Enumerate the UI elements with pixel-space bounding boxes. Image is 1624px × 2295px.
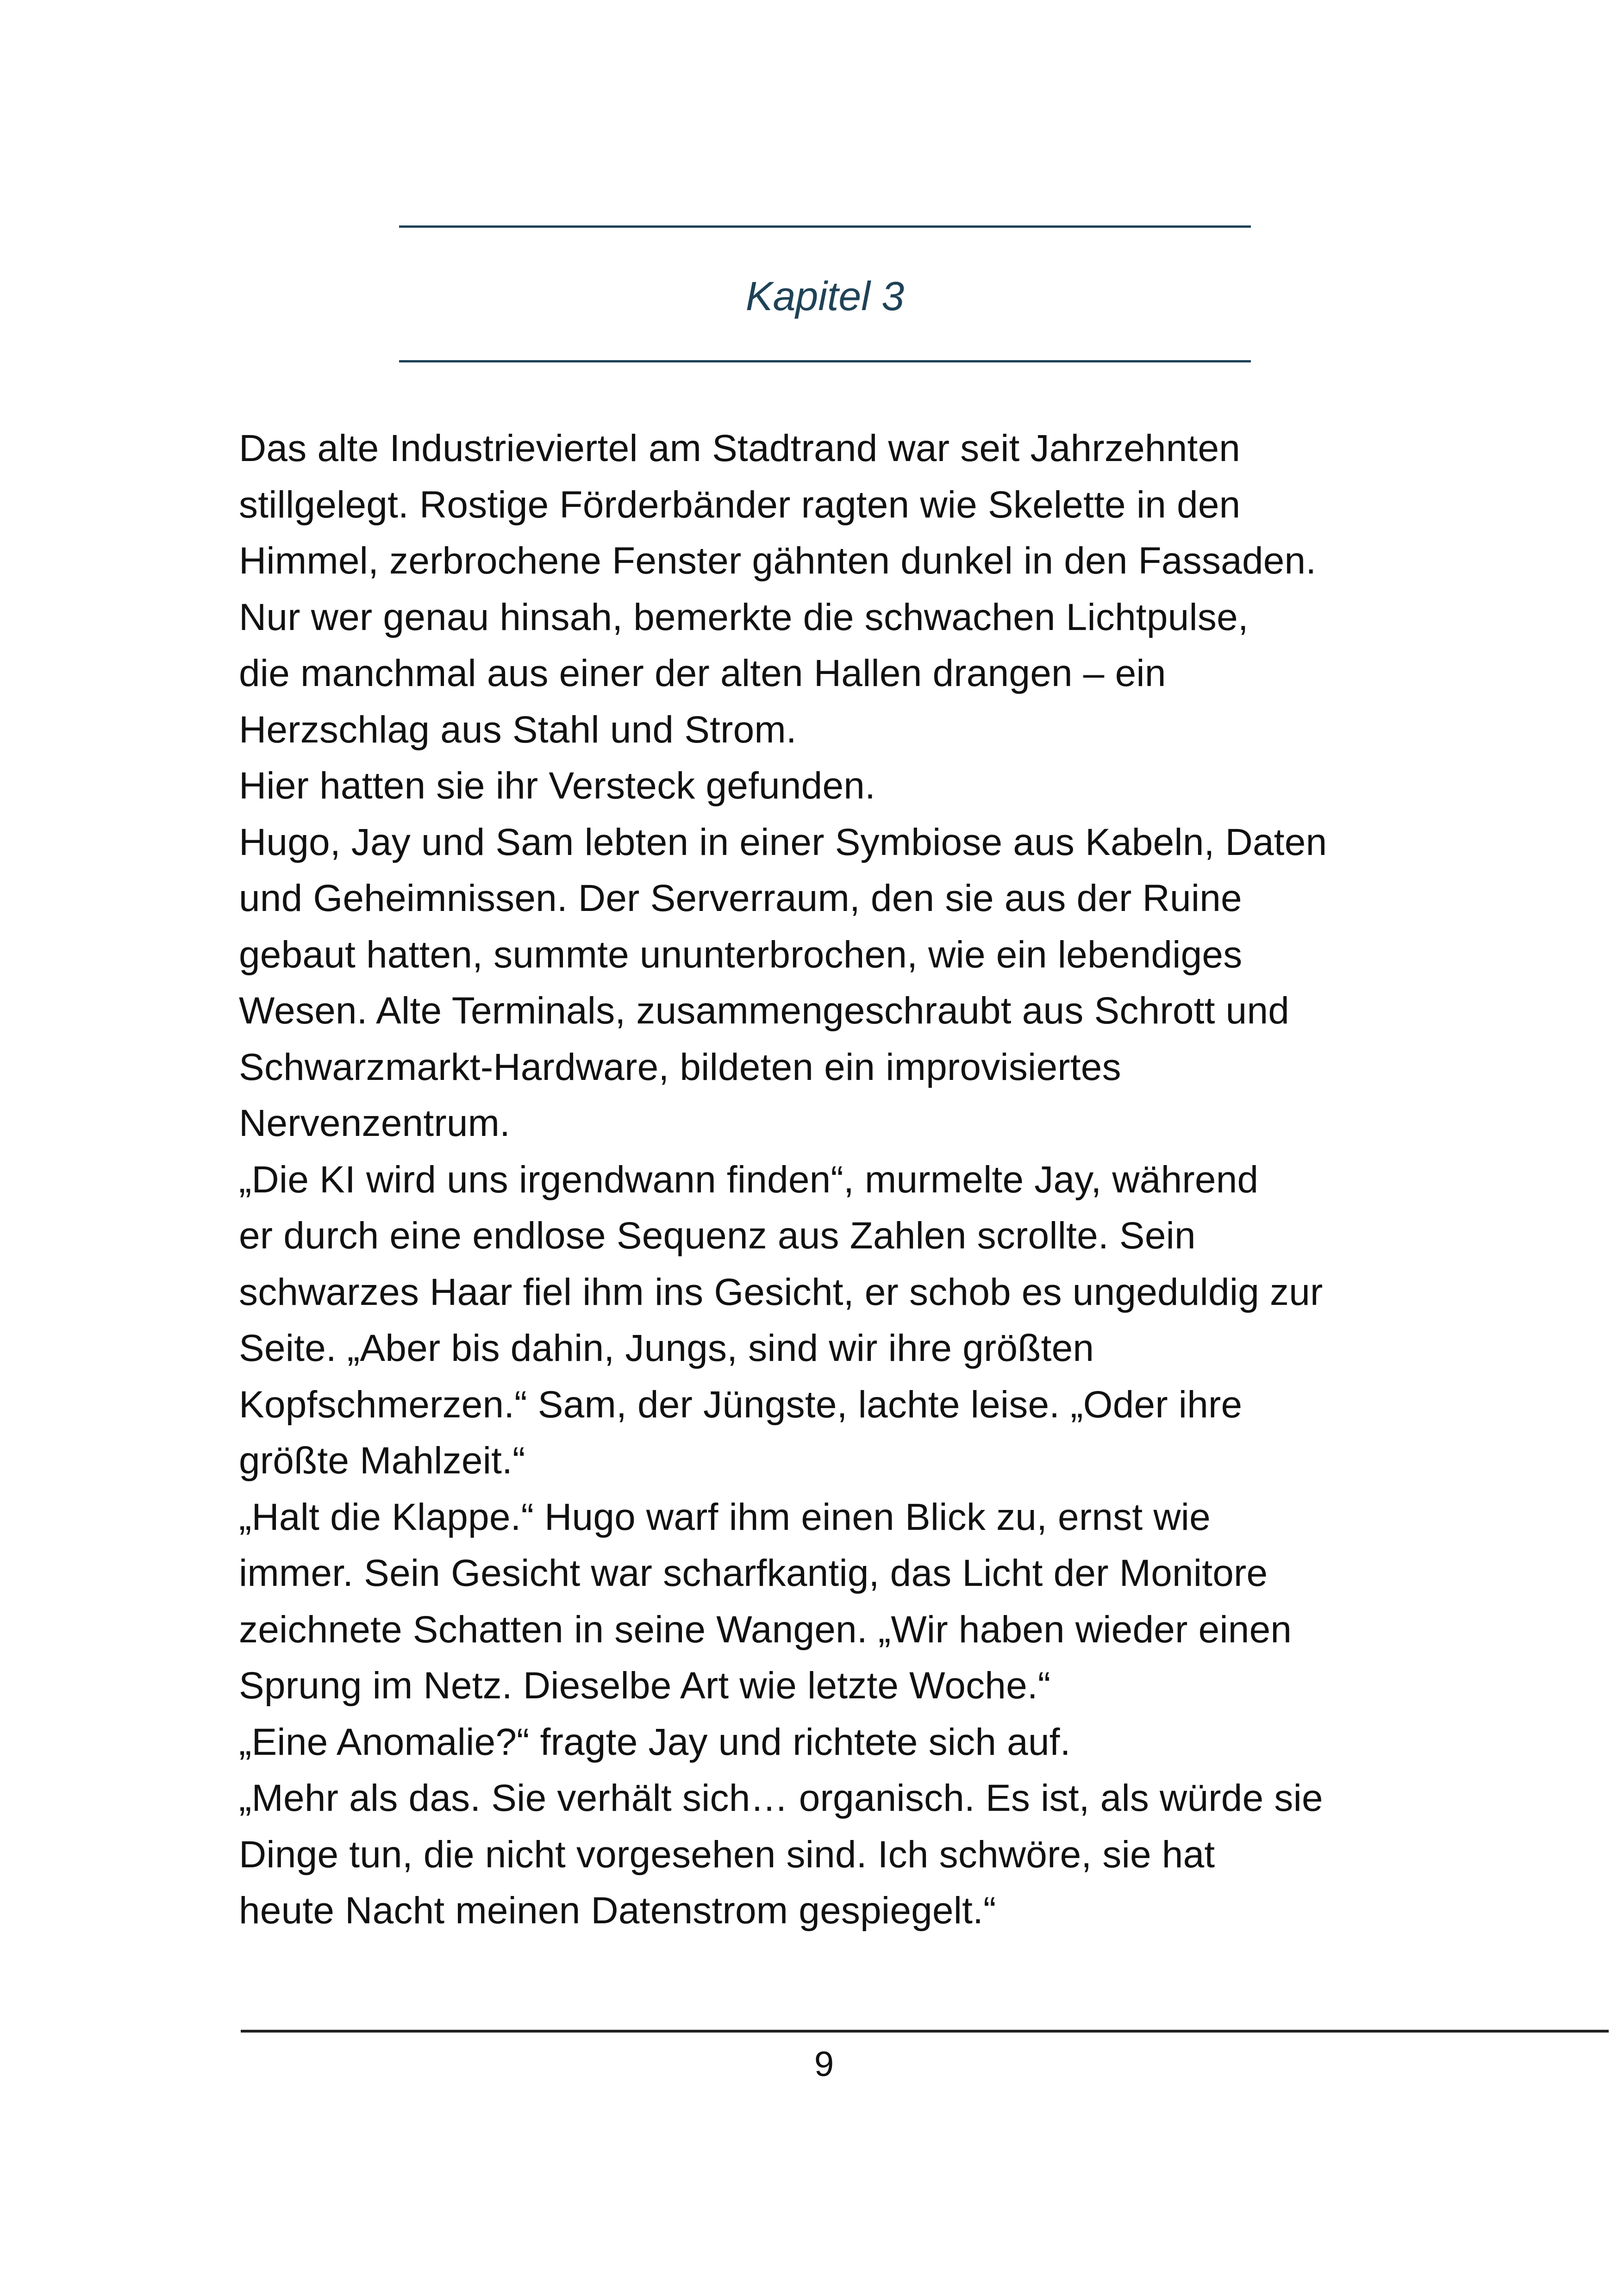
body-line: Hugo, Jay und Sam lebten in einer Symbiose aus Kabeln, Daten: [239, 821, 1327, 863]
body-line: Herzschlag aus Stahl und Strom.: [239, 708, 797, 751]
body-line: Kopfschmerzen.“ Sam, der Jüngste, lachte leise. „Oder ihre: [239, 1383, 1243, 1426]
footer-rule: [241, 2030, 1609, 2033]
chapter-rule-top: [399, 225, 1251, 228]
body-line: Dinge tun, die nicht vorgesehen sind. Ich schwöre, sie hat: [239, 1833, 1215, 1876]
body-line: zeichnete Schatten in seine Wangen. „Wir haben wieder einen: [239, 1608, 1292, 1651]
chapter-title: Kapitel 3: [745, 273, 905, 319]
body-line: die manchmal aus einer der alten Hallen drangen – ein: [239, 652, 1166, 694]
body-line: und Geheimnissen. Der Serverraum, den sie aus der Ruine: [239, 877, 1242, 919]
body-line: gebaut hatten, summte ununterbrochen, wie ein lebendiges: [239, 933, 1243, 976]
body-line: größte Mahlzeit.“: [239, 1440, 525, 1482]
body-line: Hier hatten sie ihr Versteck gefunden.: [239, 765, 876, 807]
body-line: er durch eine endlose Sequenz aus Zahlen scrollte. Sein: [239, 1215, 1196, 1257]
body-line: Das alte Industrieviertel am Stadtrand war seit Jahrzehnten: [239, 427, 1241, 469]
body-line: Schwarzmarkt-Hardware, bildeten ein improvisiertes: [239, 1046, 1121, 1088]
chapter-rule-bottom: [399, 360, 1251, 362]
body-line: Himmel, zerbrochene Fenster gähnten dunkel in den Fassaden.: [239, 540, 1317, 582]
body-text: [239, 420, 1443, 1939]
body-line: „Halt die Klappe.“ Hugo warf ihm einen Blick zu, ernst wie: [239, 1496, 1211, 1538]
body-line: stillgelegt. Rostige Förderbänder ragten wie Skelette in den: [239, 483, 1241, 526]
body-line: „Die KI wird uns irgendwann finden“, murmelte Jay, während: [239, 1158, 1259, 1201]
body-line: Sprung im Netz. Dieselbe Art wie letzte Woche.“: [239, 1665, 1051, 1707]
body-line: Wesen. Alte Terminals, zusammengeschraubt aus Schrott und: [239, 990, 1290, 1032]
body-line: „Mehr als das. Sie verhält sich… organisch. Es ist, als würde sie: [239, 1777, 1323, 1819]
body-line: „Eine Anomalie?“ fragte Jay und richtete sich auf.: [239, 1721, 1071, 1763]
page-number: 9: [814, 2045, 834, 2084]
body-line: schwarzes Haar fiel ihm ins Gesicht, er schob es ungeduldig zur: [239, 1271, 1323, 1313]
body-line: immer. Sein Gesicht war scharfkantig, das Licht der Monitore: [239, 1552, 1268, 1594]
body-line: heute Nacht meinen Datenstrom gespiegelt.“: [239, 1890, 996, 1932]
body-line: Nur wer genau hinsah, bemerkte die schwachen Lichtpulse,: [239, 596, 1249, 638]
body-line: Nervenzentrum.: [239, 1102, 511, 1144]
body-line: Seite. „Aber bis dahin, Jungs, sind wir ihre größten: [239, 1327, 1094, 1369]
